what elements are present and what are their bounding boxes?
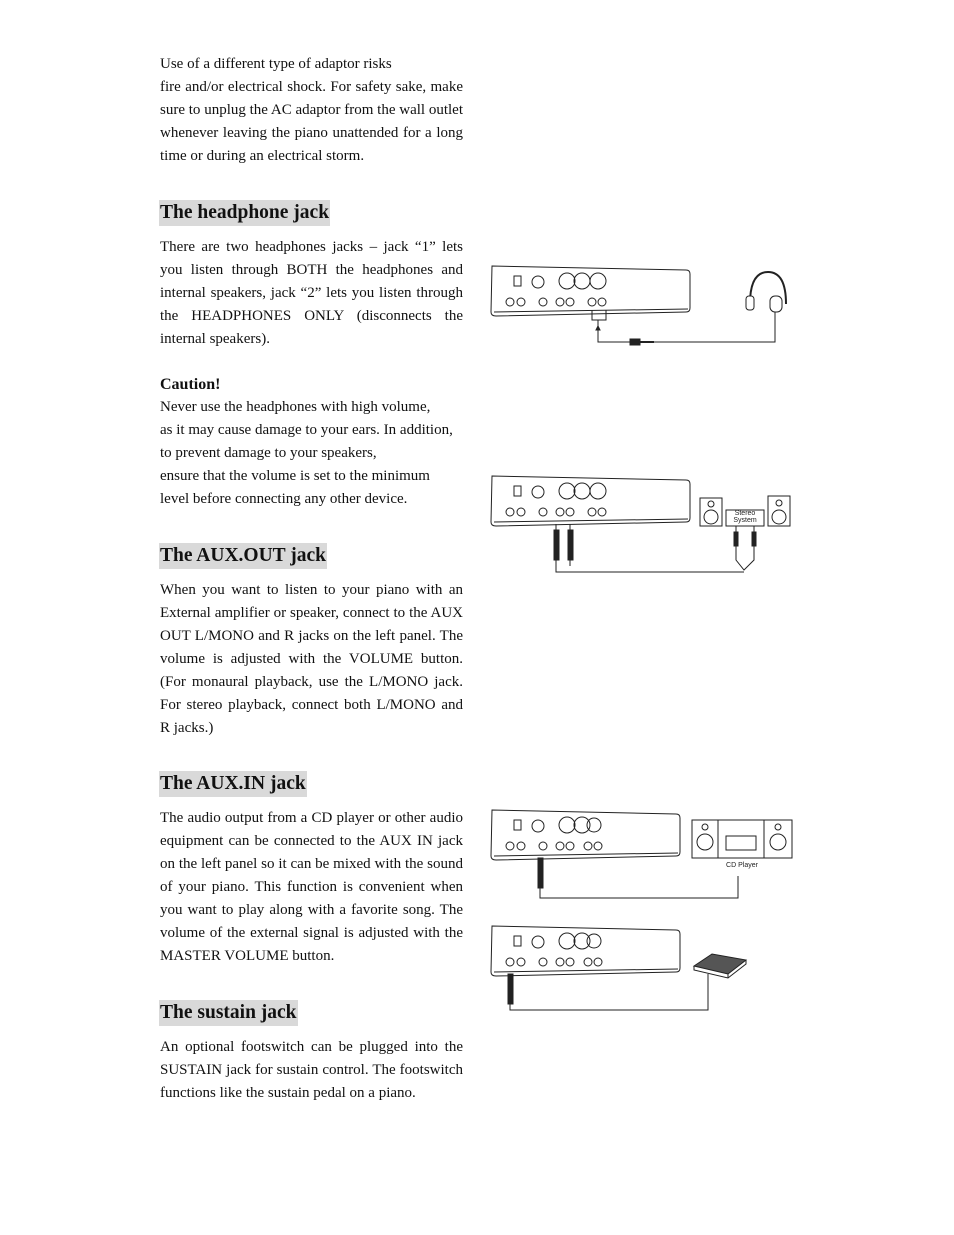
aux-out-body: When you want to listen to your piano with an External amplifier or speaker, connect to the AUX OUT L/MONO and R jacks on the left panel. The volume is adjusted with the VOLUME button. (For monaural playback, use the L/MONO jack. For stereo playback, connect both L/MONO and R jacks.) (160, 582, 463, 736)
caution-title: Caution! (160, 376, 221, 393)
heading-sustain-jack: The sustain jack (159, 1000, 298, 1026)
speaker-icon (700, 498, 722, 526)
sustain-body: An optional footswitch can be plugged into the SUSTAIN jack for sustain control. The footswitch functions like the sustain pedal on a piano. (160, 1039, 463, 1101)
headphone-body: There are two headphones jacks – jack “1” lets you listen through BOTH the headphones and internal speakers, jack “2” lets you listen through the HEADPHONES ONLY (disconnects the internal speakers). (160, 239, 463, 347)
piano-panel-illustration (491, 266, 690, 316)
piano-panel-illustration (491, 810, 680, 860)
stereo-label-line2: System (733, 517, 757, 524)
headphone-diagram (488, 262, 798, 352)
cd-player-diagram (488, 806, 798, 904)
stereo-system-diagram (488, 472, 798, 580)
aux-in-body: The audio output from a CD player or other audio equipment can be connected to the AUX IN jack on the left panel so it can be mixed with the sound of your piano. This function is convenient when you want to play along with a favorite song. The volume of the external signal is adjusted with the MASTER VOLUME button. (160, 810, 463, 964)
piano-panel-illustration (491, 926, 680, 976)
intro-first-line: Use of a different type of adaptor risks (160, 56, 392, 72)
stereo-label-line1: Stereo (734, 510, 756, 517)
cd-player-label: CD Player (726, 862, 758, 869)
heading-aux-in-jack: The AUX.IN jack (159, 771, 307, 797)
heading-headphone-jack: The headphone jack (159, 200, 330, 226)
intro-text: fire and/or electrical shock. For safety sake, make sure to unplug the AC adaptor from the wall outlet whenever leaving the piano unattended for a long time or during an electrical storm. (160, 79, 463, 164)
caution-line: ensure that the volume is set to the minimum (160, 468, 430, 484)
caution-line: as it may cause damage to your ears. In addition, (160, 422, 453, 438)
caution-line: level before connecting any other device. (160, 491, 408, 507)
caution-block (160, 373, 463, 511)
cd-player-icon (692, 820, 792, 858)
caution-line: to prevent damage to your speakers, (160, 445, 377, 461)
stereo-system-label (726, 510, 764, 524)
heading-aux-out-jack: The AUX.OUT jack (159, 543, 327, 569)
intro-block (160, 53, 463, 168)
speaker-icon (768, 496, 790, 526)
footswitch-icon (694, 954, 746, 978)
caution-line: Never use the headphones with high volume, (160, 399, 431, 415)
headphones-icon (746, 272, 786, 312)
piano-panel-illustration (491, 476, 690, 526)
footswitch-diagram (488, 922, 798, 1017)
